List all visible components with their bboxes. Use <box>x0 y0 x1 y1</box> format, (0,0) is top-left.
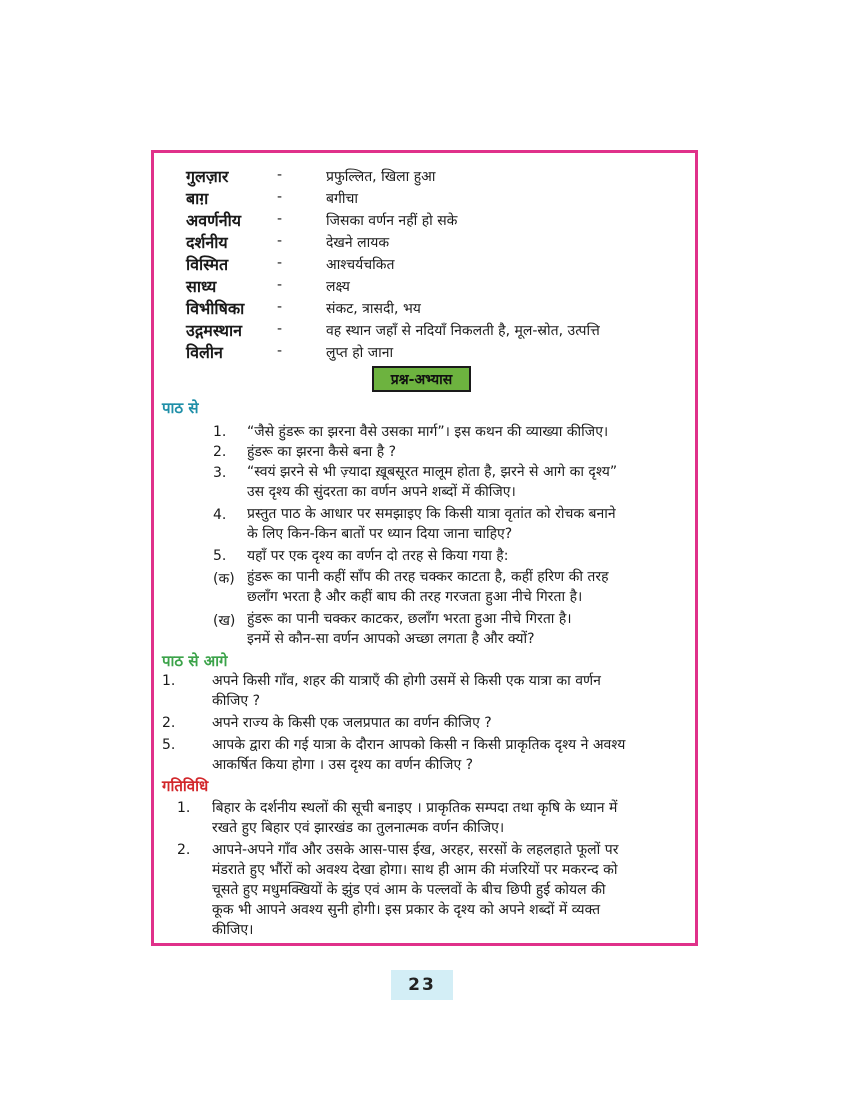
question-number: 2. <box>213 444 227 460</box>
question-number: 1. <box>162 673 176 689</box>
glossary-dash: - <box>277 255 283 271</box>
question-number: 4. <box>213 507 227 523</box>
glossary-meaning: आश्चर्यचकित <box>326 257 395 273</box>
question-text: छलाँग भरता है और कहीं बाघ की तरह गरजता हुआ नीचे गिरता है। <box>247 589 583 605</box>
question-text: प्रस्तुत पाठ के आधार पर समझाइए कि किसी यात्रा वृतांत को रोचक बनाने <box>247 506 616 522</box>
question-text: अपने राज्य के किसी एक जलप्रपात का वर्णन कीजिए ? <box>212 715 492 731</box>
glossary-meaning: लक्ष्य <box>326 279 350 295</box>
question-text: आकर्षित किया होगा । उस दृश्य का वर्णन कीजिए ? <box>212 757 474 773</box>
activity-text: रखते हुए बिहार एवं झारखंड का तुलनात्मक वर्णन कीजिए। <box>212 820 505 836</box>
question-text: यहाँ पर एक दृश्य का वर्णन दो तरह से किया गया है: <box>247 548 509 564</box>
question-number: 3. <box>213 465 227 481</box>
activity-text: आपने-अपने गाँव और उसके आस-पास ईख, अरहर, सरसों के लहलहाते फूलों पर <box>212 842 619 858</box>
exercise-heading <box>372 366 471 392</box>
glossary-dash: - <box>277 233 283 249</box>
glossary-dash: - <box>277 299 283 315</box>
glossary-word: दर्शनीय <box>186 233 228 252</box>
glossary-word: विभीषिका <box>186 299 245 318</box>
question-number: 5. <box>162 737 176 753</box>
question-text: उस दृश्य की सुंदरता का वर्णन अपने शब्दों में कीजिए। <box>247 484 516 500</box>
activity-text: कीजिए। <box>212 922 254 938</box>
question-text: हुंडरू का पानी चक्कर काटकर, छलाँग भरता हुआ नीचे गिरता है। <box>247 611 572 627</box>
question-text: अपने किसी गाँव, शहर की यात्राएँ की होगी उसमें से किसी एक यात्रा का वर्णन <box>212 673 601 689</box>
section-title-gatividhi: गतिविधि <box>162 777 209 795</box>
question-text: आपके द्वारा की गई यात्रा के दौरान आपको किसी न किसी प्राकृतिक दृश्य ने अवश्य <box>212 737 626 753</box>
question-text: “जैसे हुंडरू का झरना वैसे उसका मार्ग”। इस कथन की व्याख्या कीजिए। <box>247 424 609 440</box>
glossary-word: साध्य <box>186 277 217 296</box>
glossary-word: बाग़ <box>186 189 209 208</box>
glossary-meaning: बगीचा <box>326 191 359 207</box>
glossary-word: उद्गमस्थान <box>186 321 243 340</box>
question-number: 1. <box>213 424 227 440</box>
glossary-dash: - <box>277 343 283 359</box>
question-text: के लिए किन-किन बातों पर ध्यान दिया जाना चाहिए? <box>247 526 513 542</box>
glossary-meaning: प्रफुल्लित, खिला हुआ <box>326 169 436 185</box>
activity-text: बिहार के दर्शनीय स्थलों की सूची बनाइए । प्राकृतिक सम्पदा तथा कृषि के ध्यान में <box>212 800 618 816</box>
activity-text: चूसते हुए मधुमक्खियों के झुंड एवं आम के पल्लवों के बीच छिपी हुई कोयल की <box>212 882 606 898</box>
activity-number: 2. <box>177 842 191 858</box>
glossary-meaning: जिसका वर्णन नहीं हो सके <box>326 213 458 229</box>
glossary-dash: - <box>277 167 283 183</box>
glossary-dash: - <box>277 211 283 227</box>
activity-number: 1. <box>177 800 191 816</box>
glossary-dash: - <box>277 277 283 293</box>
glossary-dash: - <box>277 189 283 205</box>
glossary-word: गुलज़ार <box>186 167 229 186</box>
page-number: 23 <box>408 975 436 995</box>
glossary-word: अवर्णनीय <box>186 211 241 230</box>
glossary-meaning: देखने लायक <box>326 235 390 251</box>
question-text: कीजिए ? <box>212 693 261 709</box>
question-text: हुंडरू का झरना कैसे बना है ? <box>247 444 397 460</box>
question-text: इनमें से कौन-सा वर्णन आपको अच्छा लगता है और क्यों? <box>247 631 535 647</box>
question-number: 5. <box>213 548 227 564</box>
page-number-badge <box>391 970 453 1000</box>
glossary-meaning: वह स्थान जहाँ से नदियाँ निकलती है, मूल-स्रोत, उत्पत्ति <box>326 323 600 339</box>
activity-text: कूक भी आपने अवश्य सुनी होगी। इस प्रकार के दृश्य को अपने शब्दों में व्यक्त <box>212 902 601 918</box>
sub-question-label: (क) <box>213 571 235 587</box>
exercise-heading-label: प्रश्न-अभ्यास <box>390 371 453 388</box>
section-title-path-se-aage: पाठ से आगे <box>162 652 228 670</box>
glossary-meaning: संकट, त्रासदी, भय <box>326 301 421 317</box>
glossary-word: विस्मित <box>186 255 229 274</box>
question-number: 2. <box>162 715 176 731</box>
question-text: “स्वयं झरने से भी ज़्यादा ख़ूबसूरत मालूम होता है, झरने से आगे का दृश्य” <box>247 464 618 480</box>
glossary-dash: - <box>277 321 283 337</box>
glossary-word: विलीन <box>186 343 223 362</box>
section-title-path-se: पाठ से <box>162 399 199 417</box>
question-text: हुंडरू का पानी कहीं साँप की तरह चक्कर काटता है, कहीं हरिण की तरह <box>247 569 609 585</box>
activity-text: मंडराते हुए भौंरों को अवश्य देखा होगा। साथ ही आम की मंजरियों पर मकरन्द को <box>212 862 618 878</box>
glossary-meaning: लुप्त हो जाना <box>326 345 394 361</box>
sub-question-label: (ख) <box>213 613 236 629</box>
